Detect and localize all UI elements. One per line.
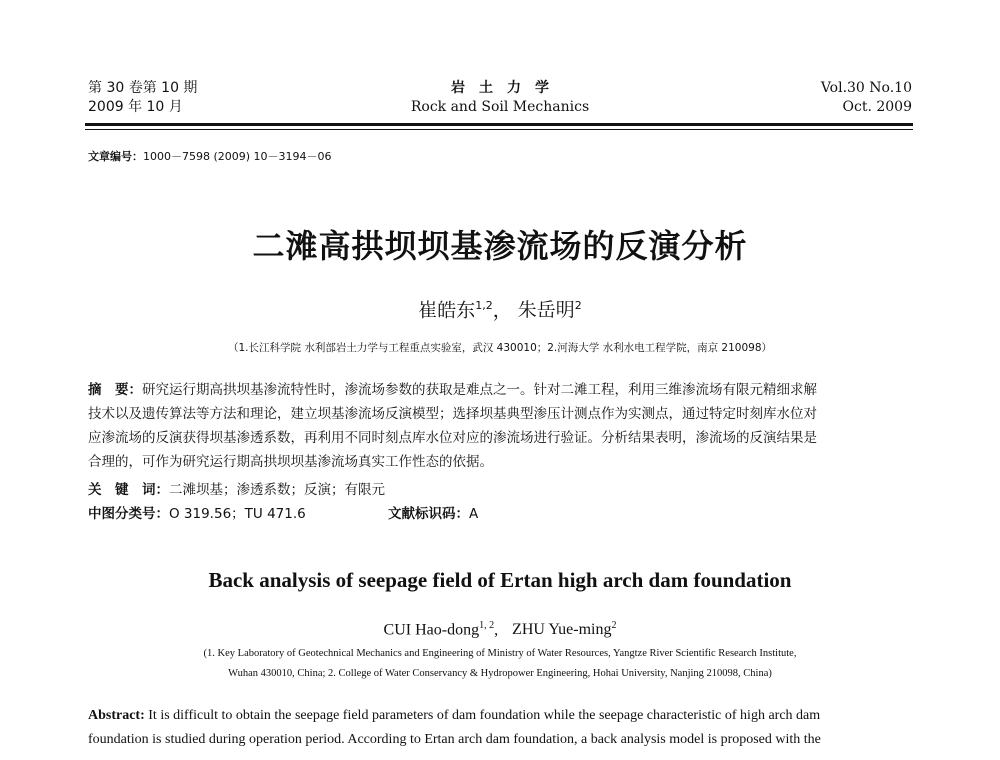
abstract-cn-label: 摘 要： <box>88 382 142 398</box>
author-sep-en: , <box>494 621 499 639</box>
header-rule-thick <box>85 123 913 126</box>
author-2-affil-cn: 2 <box>574 299 582 312</box>
paper-title-en: Back analysis of seepage field of Ertan high arch dam foundation <box>208 568 792 592</box>
volume-number: Vol.30 No.10 <box>820 80 912 96</box>
affiliation-cn: （1.长江科学院 水利部岩土力学与工程重点实验室，武汉 430010；2.河海大学 水利水电工程学院，南京 210098） <box>227 342 773 354</box>
doc-code-value: A <box>469 506 479 522</box>
issue-date-en: Oct. 2009 <box>842 99 912 115</box>
paper-title-cn: 二滩高拱坝坝基渗流场的反演分析 <box>252 227 748 265</box>
authors-cn <box>0 292 1000 324</box>
affiliation-en-line-1: (1. Key Laboratory of Geotechnical Mechanics and Engineering of Ministry of Water Resources, Yangtze River Scientific Research Institute, <box>203 648 797 659</box>
abstract-cn-line-3: 应渗流场的反演获得坝基渗透系数，再利用不同时刻点库水位对应的渗流场进行验证。分析结果表明，渗流场的反演结果是 <box>88 430 817 446</box>
journal-name-en: Rock and Soil Mechanics <box>410 99 590 115</box>
abstract-cn-line-2: 技术以及遗传算法等方法和理论，建立坝基渗流场反演模型；选择坝基典型渗压计测点作为实测点，通过特定时刻库水位对 <box>88 406 817 422</box>
author-1-affil-cn: 1,2 <box>475 299 493 312</box>
author-2-affil-en: 2 <box>611 620 617 631</box>
abstract-en-line-1 <box>88 704 914 728</box>
author-2-cn: 朱岳明 <box>517 299 575 322</box>
article-id-label: 文章编号： <box>88 150 143 163</box>
abstract-cn-line-1 <box>88 378 914 402</box>
clc-label: 中图分类号： <box>88 506 169 522</box>
article-id-value: 1000－7598 (2009) 10－3194－06 <box>143 150 332 163</box>
doc-code-label: 文献标识码： <box>388 506 469 522</box>
document-code <box>388 502 478 526</box>
abstract-cn-text-1: 研究运行期高拱坝基渗流特性时，渗流场参数的获取是难点之一。针对二滩工程，利用三维渗流场有限元精细求解 <box>142 382 817 398</box>
abstract-cn <box>88 378 914 474</box>
keywords-value: 二滩坝基；渗透系数；反演；有限元 <box>169 482 385 498</box>
abstract-en-text-1: It is difficult to obtain the seepage field parameters of dam foundation while the seepage characteristic of high arch dam <box>148 708 821 723</box>
author-1-en: CUI Hao-dong <box>383 621 480 639</box>
classification-cn <box>88 502 306 526</box>
abstract-en <box>88 704 914 752</box>
abstract-en-line-2: foundation is studied during operation period. According to Ertan arch dam foundation, a back analysis model is proposed with the <box>88 732 821 747</box>
journal-issue: 第 30 卷第 10 期 <box>88 80 198 96</box>
header-rule-thin <box>85 129 913 130</box>
abstract-cn-line-4: 合理的，可作为研究运行期高拱坝坝基渗流场真实工作性态的依据。 <box>88 454 493 470</box>
author-1-affil-en: 1, 2 <box>479 620 495 631</box>
abstract-en-label: Abstract: <box>88 708 145 723</box>
clc-value: O 319.56；TU 471.6 <box>169 506 306 522</box>
author-1-cn: 崔皓东 <box>418 299 476 322</box>
affiliation-en <box>0 644 1000 684</box>
keywords-cn <box>88 478 385 502</box>
affiliation-en-line-2: Wuhan 430010, China; 2. College of Water Conservancy & Hydropower Engineering, Hohai University, Nanjing 210098, China) <box>228 668 772 679</box>
article-id <box>88 148 332 164</box>
author-2-en: ZHU Yue-ming <box>512 621 612 639</box>
authors-en <box>0 614 1000 642</box>
author-sep-cn: ， <box>492 299 512 322</box>
keywords-label: 关 键 词： <box>88 482 169 498</box>
journal-name-cn: 岩 土 力 学 <box>451 80 549 96</box>
journal-date: 2009 年 10 月 <box>88 99 183 115</box>
